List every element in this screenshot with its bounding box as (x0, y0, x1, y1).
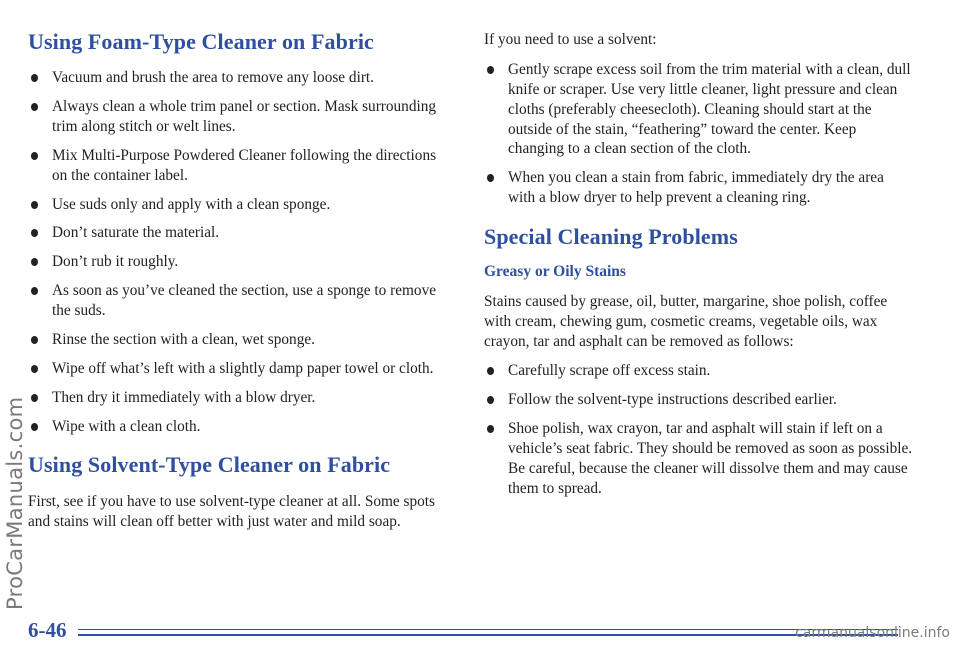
foam-steps-list (28, 68, 448, 436)
list-item: Wipe with a clean cloth. (28, 417, 448, 437)
solvent-intro-paragraph: First, see if you have to use solvent-type cleaner at all. Some spots and stains will clean off better with just water and mild soap. (28, 492, 435, 530)
list-item: Carefully scrape off excess stain. (484, 361, 914, 381)
list-item: Don’t saturate the material. (28, 223, 448, 243)
left-column (28, 30, 448, 541)
right-column (484, 30, 914, 508)
list-item: Always clean a whole trim panel or section. Mask surrounding trim along stitch or welt lines. (28, 97, 448, 137)
bullet-icon (487, 425, 494, 433)
list-item: Then dry it immediately with a blow dryer. (28, 388, 448, 408)
list-item: Rinse the section with a clean, wet sponge. (28, 330, 448, 350)
side-watermark: ProCarManuals.com (3, 396, 27, 610)
bullet-icon (487, 174, 494, 182)
bullet-icon (31, 201, 38, 209)
site-watermark: carmanualsonline.info (795, 625, 950, 641)
footer-rule (78, 634, 898, 636)
greasy-steps-list (484, 361, 914, 498)
bullet-icon (31, 103, 38, 111)
list-item: Don’t rub it roughly. (28, 252, 448, 272)
bullet-icon (31, 258, 38, 266)
bullet-icon (31, 229, 38, 237)
footer-rule-thin (78, 629, 898, 630)
bullet-icon (31, 336, 38, 344)
greasy-stains-paragraph: Stains caused by grease, oil, butter, margarine, shoe polish, coffee with cream, chewing gum, cosmetic creams, vegetable oils, wax crayon, tar and asphalt can be removed as follows: (484, 292, 888, 350)
list-item: As soon as you’ve cleaned the section, use a sponge to remove the suds. (28, 281, 448, 321)
list-item: Gently scrape excess soil from the trim material with a clean, dull knife or scraper. Use very little cleaner, light pressure and clean cloths (preferably cheesecloth). Cleaning should start at the outside of the stain, “feathering” toward the center. Keep changing to a clean section of the cloth. (484, 60, 914, 159)
page-number: 6-46 (28, 618, 67, 642)
bullet-icon (31, 74, 38, 82)
page-footer (0, 606, 960, 646)
solvent-steps-list (484, 60, 914, 208)
bullet-icon (31, 287, 38, 295)
section-title-solvent: Using Solvent-Type Cleaner on Fabric (28, 452, 391, 478)
bullet-icon (487, 66, 494, 74)
list-item: Follow the solvent-type instructions described earlier. (484, 390, 914, 410)
list-item: Use suds only and apply with a clean sponge. (28, 195, 448, 215)
bullet-icon (31, 152, 38, 160)
section-title-special: Special Cleaning Problems (484, 224, 738, 249)
bullet-icon (31, 423, 38, 431)
subsection-title-greasy: Greasy or Oily Stains (484, 263, 626, 281)
list-item: Shoe polish, wax crayon, tar and asphalt will stain if left on a vehicle’s seat fabric. They should be removed as soon as possible. Be careful, because the cleaner will dissolve them and may cause them to spread. (484, 419, 914, 499)
bullet-icon (487, 367, 494, 375)
solvent-lead-in: If you need to use a solvent: (484, 31, 657, 48)
bullet-icon (31, 394, 38, 402)
list-item: Wipe off what’s left with a slightly damp paper towel or cloth. (28, 359, 448, 379)
bullet-icon (31, 365, 38, 373)
bullet-icon (487, 396, 494, 404)
list-item: When you clean a stain from fabric, immediately dry the area with a blow dryer to help prevent a cleaning ring. (484, 168, 914, 208)
list-item: Mix Multi-Purpose Powdered Cleaner following the directions on the container label. (28, 146, 448, 186)
list-item: Vacuum and brush the area to remove any loose dirt. (28, 68, 448, 88)
section-title-foam: Using Foam-Type Cleaner on Fabric (28, 29, 374, 54)
